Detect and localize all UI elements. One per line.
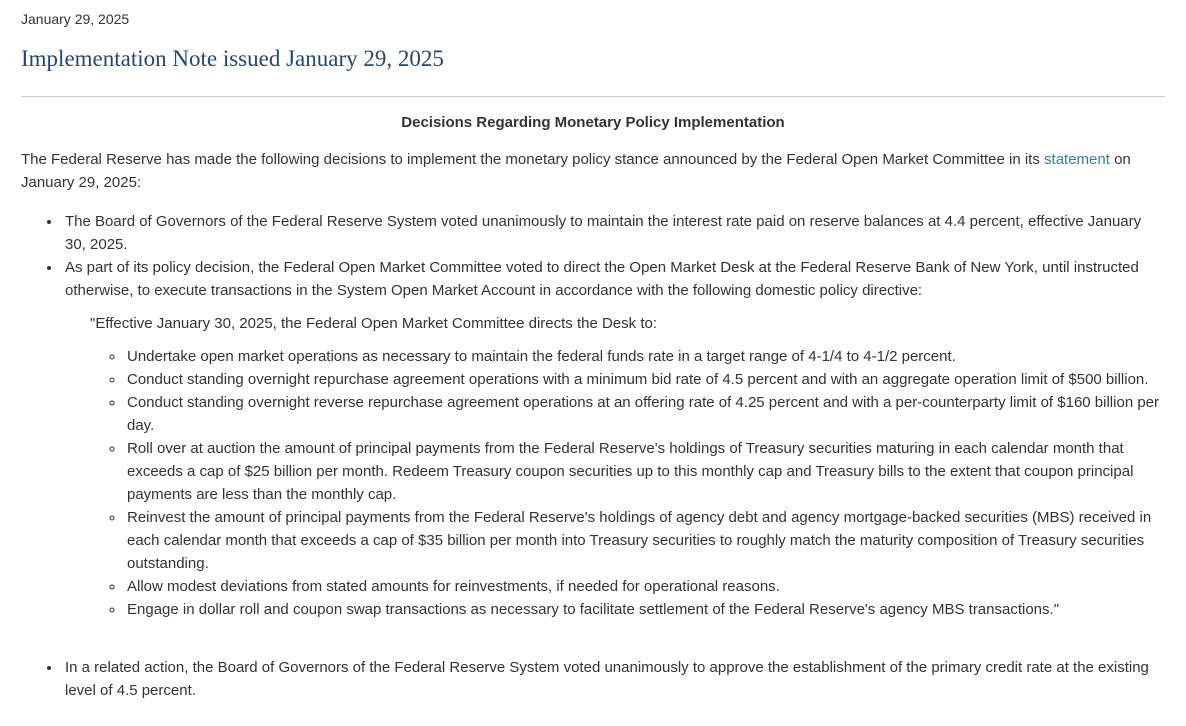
list-item: ◦ Reinvest the amount of principal payments from the Federal Reserve's holdings of agency debt and agency mortgage-backed securities (MBS) received in each calendar month that exceeds a cap of $35 billion per month into Treasury securities to roughly match the maturity composition of Treasury securities outstanding. (125, 506, 1165, 575)
statement-link[interactable]: statement (1044, 150, 1110, 168)
list-item (62, 256, 1165, 621)
title-divider (21, 96, 1165, 97)
page-title: Implementation Note issued January 29, 2025 (21, 46, 444, 72)
list-item: ◦ Allow modest deviations from stated amounts for reinvestments, if needed for operational reasons. (125, 575, 1165, 598)
decision-text: The Board of Governors of the Federal Reserve System voted unanimously to maintain the interest rate paid on reserve balances at 4.4 percent, effective January 30, 2025. (65, 212, 1142, 253)
section-heading: Decisions Regarding Monetary Policy Implementation (401, 113, 785, 131)
list-item (62, 210, 1165, 256)
intro-paragraph (21, 148, 1165, 194)
list-item: ◦ Engage in dollar roll and coupon swap transactions as necessary to facilitate settlement of the Federal Reserve's agency MBS transactions." (125, 598, 1165, 621)
directive-list (90, 345, 1165, 621)
list-item: ◦ Conduct standing overnight reverse repurchase agreement operations at an offering rate of 4.25 percent and with a per-counterparty limit of $160 billion per day. (125, 391, 1165, 437)
list-item: ◦ Undertake open market operations as necessary to maintain the federal funds rate in a target range of 4-1/4 to 4-1/2 percent. (125, 345, 1165, 368)
decisions-list (21, 210, 1165, 702)
list-item: ◦ Roll over at auction the amount of principal payments from the Federal Reserve's holdings of Treasury securities maturing in each calendar month that exceeds a cap of $25 billion per month. Redeem Treasury coupon securities up to this monthly cap and Treasury bills to the extent that coupon principal payments are less than the monthly cap. (125, 437, 1165, 506)
directive-quote (90, 312, 1165, 621)
list-item (62, 656, 1165, 702)
directive-intro: "Effective January 30, 2025, the Federal Open Market Committee directs the Desk to: (90, 314, 657, 332)
decision-text: As part of its policy decision, the Federal Open Market Committee voted to direct the Open Market Desk at the Federal Reserve Bank of New York, until instructed otherwise, to execute transactions in the System Open Market Account in accordance with the following domestic policy directive: (65, 258, 1139, 299)
list-item: ◦ Conduct standing overnight repurchase agreement operations with a minimum bid rate of 4.5 percent and with an aggregate operation limit of $500 billion. (125, 368, 1165, 391)
article-date: January 29, 2025 (21, 11, 130, 27)
decision-text: In a related action, the Board of Governors of the Federal Reserve System voted unanimously to approve the establishment of the primary credit rate at the existing level of 4.5 percent. (65, 658, 1149, 699)
intro-text-after-link: on January 29, 2025: (21, 150, 1131, 191)
intro-text-before-link: The Federal Reserve has made the following decisions to implement the monetary policy stance announced by the Federal Open Market Committee in its (21, 150, 1045, 168)
